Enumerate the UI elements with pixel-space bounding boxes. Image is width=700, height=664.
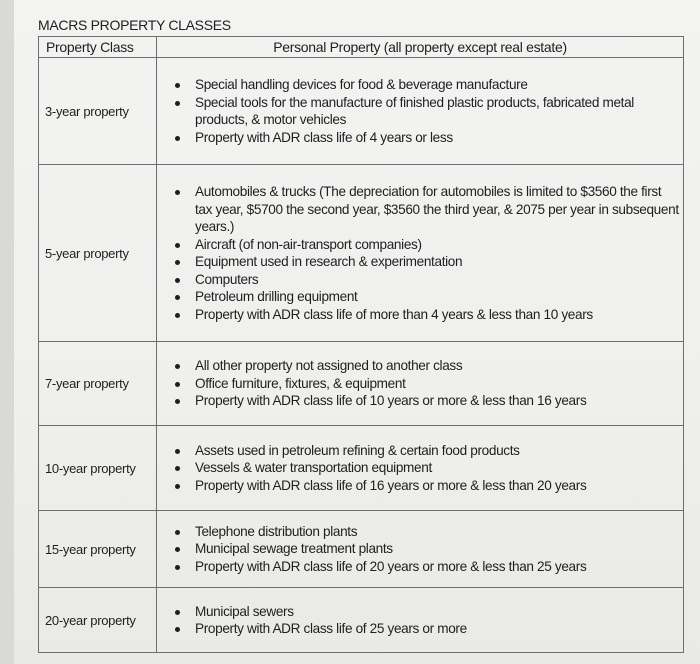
list-item: Property with ADR class life of 16 years or more & less than 20 years [195, 477, 679, 495]
table-row [39, 342, 684, 426]
macrs-property-classes-table [38, 36, 684, 653]
list-item: Automobiles & trucks (The depreciation for automobiles is limited to $3560 the first tax year, $5700 the second year, $3560 the third year, & 2075 per year in subsequent years.) [195, 184, 679, 234]
table-header-row [39, 37, 684, 58]
list-item: Equipment used in research & experimentation [195, 253, 679, 271]
list-item: Special handling devices for food & beverage manufacture [195, 76, 679, 94]
header-personal-property: Personal Property (all property except real estate) [157, 37, 684, 58]
list-item: Telephone distribution plants [195, 523, 679, 541]
list-item: Property with ADR class life of 10 years or more & less than 16 years [195, 392, 679, 410]
list-item: Special tools for the manufacture of finished plastic products, fabricated metal products, & motor vehicles [195, 94, 679, 129]
table-row [39, 588, 684, 653]
property-items-list [157, 603, 683, 638]
property-items-cell [157, 342, 684, 426]
page-title: MACRS PROPERTY CLASSES [38, 17, 231, 33]
list-item: Assets used in petroleum refining & certain food products [195, 442, 679, 460]
list-item: Vessels & water transportation equipment [195, 459, 679, 477]
list-item: Petroleum drilling equipment [195, 288, 679, 306]
list-item: Property with ADR class life of 20 years or more & less than 25 years [195, 558, 679, 576]
list-item: Property with ADR class life of 4 years or less [195, 129, 679, 147]
property-items-list [157, 523, 683, 576]
list-item: Property with ADR class life of more than 4 years & less than 10 years [195, 306, 679, 324]
list-item: Municipal sewers [195, 603, 679, 621]
page-left-edge [0, 0, 14, 664]
table-row [39, 511, 684, 588]
property-class-cell: 20-year property [39, 588, 157, 653]
property-class-cell: 15-year property [39, 511, 157, 588]
table-row [39, 165, 684, 342]
table-row [39, 426, 684, 511]
property-items-list [157, 76, 683, 146]
property-class-cell: 7-year property [39, 342, 157, 426]
list-item: Property with ADR class life of 25 years or more [195, 620, 679, 638]
property-items-list [157, 183, 683, 323]
property-class-cell: 3-year property [39, 58, 157, 165]
list-item: Municipal sewage treatment plants [195, 540, 679, 558]
list-item: Office furniture, fixtures, & equipment [195, 375, 679, 393]
header-property-class: Property Class [39, 37, 157, 58]
property-class-cell: 5-year property [39, 165, 157, 342]
property-class-cell: 10-year property [39, 426, 157, 511]
list-item: Aircraft (of non-air-transport companies) [195, 236, 679, 254]
property-items-list [157, 357, 683, 410]
property-items-cell [157, 426, 684, 511]
list-item: All other property not assigned to another class [195, 357, 679, 375]
property-items-cell [157, 588, 684, 653]
property-items-cell [157, 511, 684, 588]
property-items-cell [157, 58, 684, 165]
list-item: Computers [195, 271, 679, 289]
table-row [39, 58, 684, 165]
property-items-list [157, 442, 683, 495]
property-items-cell [157, 165, 684, 342]
